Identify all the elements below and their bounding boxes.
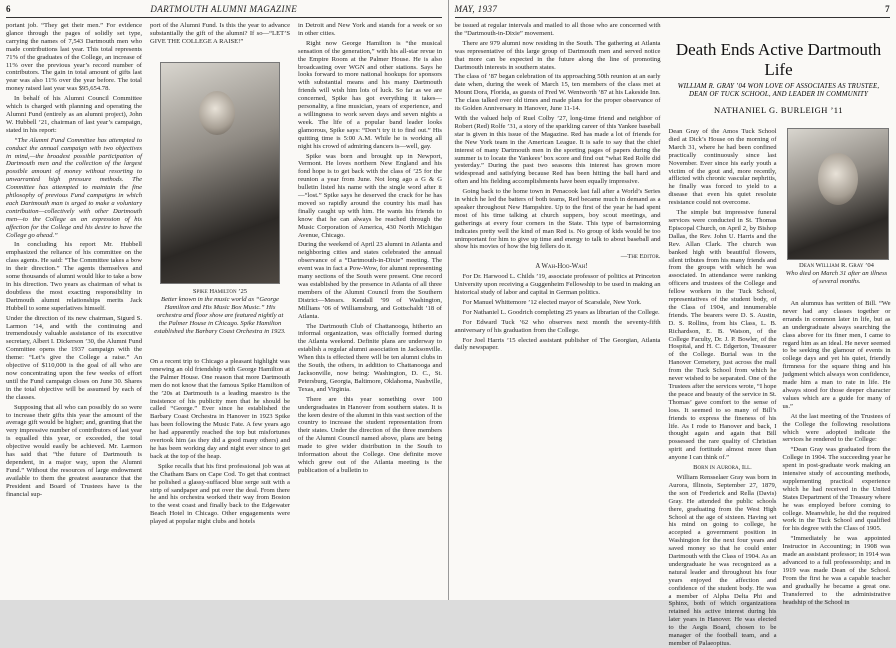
article-headline-block (669, 40, 889, 115)
article-byline: NATHANIEL G. BURLEIGH ’11 (669, 105, 889, 115)
paragraph: “Immediately he was appointed Instructor in Accounting; in 1908 was made an assistant professor; in 1914 was advanced to a full professorship; and in 1919 was made Dean of the School. From the first he was a capable teacher and gradually he became a great one. Transferred to the administrative headship of the School in (783, 535, 891, 606)
magazine-title: DARTMOUTH ALUMNI MAGAZINE (6, 4, 442, 14)
right-page (449, 0, 896, 600)
paragraph: The class of ’87 began celebration of its approaching 50th reunion at an early date when, during the week of March 15, ten members of the class met at Mount Dora, Florida, as guests of Fred W. Wentworth ’87 at his Lakeside Inn. The class talked over old times and made plans for the proper observance of its Golden Anniversary in Hanover, June 11-14. (455, 73, 661, 113)
photo-caption (152, 288, 288, 336)
paragraph: be issued at regular intervals and mailed to all those who are concerned with the “Dartmouth-in-Dixie” movement. (455, 22, 661, 38)
caption-name: Dean William R. Gray ’04 (783, 262, 891, 270)
right-running-head (455, 4, 891, 18)
right-column-2 (669, 128, 777, 596)
paragraph: Spike was born and brought up in Newport, Vermont. He loves northern New England and his fond hope is to get back with the class of ’25 for the reunion a year from June. Not long ago a G & G bulletin listed his name with the single word after it—“lost.” Spike says he deserved the crack for he has moved so rapidly around the country his mail has finally caught up with him. He wants his friends to know that he can always be reached through the Music Corporation of America, 430 North Michigan Avenue, Chicago. (298, 153, 442, 240)
box-item: For Edward Tuck ’62 who observes next month the seventy-fifth anniversary of his graduation from the College. (455, 319, 661, 335)
paragraph: With the valued help of Ruel Colby ’27, long-time friend and neighbor of Robert (Red) Rolfe ’31, a story of the sparkling career of this Yankee baseball star is given in this issue of the Magazine. Red has made a lot of friends for the New York team in the American League. It is safe to say that the chief interest of many Dartmouth men in the sporting pages of papers during the summer is to locate the Yankees’ box score and find out “what Red Rolfe did yesterday.” During the past two seasons this interest has grown more widespread and satisfying because Red has been hitting the ball hard and often and his fielding accomplishments have been equally impressive. (455, 115, 661, 186)
left-page-number: 6 (6, 4, 11, 14)
paragraph: portant job. “They get their men.” For evidence glance through the pages of solidly set type, carrying the names of 7,543 Dartmouth men who made contributions last year. This total represents 71% of the graduates of the College, an increase of 11% over the previous year’s record number of contributors. The gain in total amount of gifts last year was also 11% over the year before. The total money raised last year was $95,654.78. (6, 22, 142, 93)
section-subhead: Born in Aurora, Ill. (669, 464, 777, 472)
header-rule (6, 17, 442, 18)
caption-name: Spike Hamilton ’25 (152, 288, 288, 296)
box-item: For Dr. Harwood L. Childs ’19, associate professor of politics at Princeton University upon receiving a Guggenheim Fellowship to be used in making an historical study of labor and capital in German politics. (455, 273, 661, 297)
spike-hamilton-photo (160, 62, 280, 284)
caption-text: Who died on March 31 after an illness of several months. (786, 270, 887, 285)
paragraph: Dean Gray of the Amos Tuck School died at Dick’s House on the morning of March 31, where he had been confined practically continuously since last November. Ever since his early youth a victim of the gout and, more recently, afflicted with chronic vascular nephritis, he finally was forced to yield to a disease that even his quiet resolute resistance could not overcome. (669, 128, 777, 207)
box-item: For Joel Harris ’15 elected assistant publisher of The Georgian, Atlanta daily newspaper. (455, 337, 661, 353)
paragraph: During the weekend of April 23 alumni in Atlanta and neighboring cities and states celebrated the annual observance of a “Dartmouth-in-Dixie” meeting. The event was in fact a Pow-Wow, for alumni representing many sections of the South were present. One record was established by the presence in Atlanta of all three members of the Alumni Council from the Southern District—Messrs. Kendall ’99 of Washington, Millians ’06 of Williamsburg, and Gottschaldt ’18 of Atlanta. (298, 241, 442, 320)
paragraph: Going back to the home town in Penacook last fall after a World’s Series in which he led the batters of both teams, Red became much in demand as a speaker throughout New Hampshire. Up to the first of the year he had spent most of his time talking at church suppers, boy scout meetings, and gatherings at every four corners in the State. This type of barnstorming indicates pretty well the kind of man Red is. No group of kids would be too unimportant for him to give up time and energy to talk to about baseball and show his movies of how the big fellers do it. (455, 188, 661, 251)
paragraph: The simple but impressive funeral services were conducted in St. Thomas Episcopal Church, on April 2, by Bishop Dallas, the Rev. John U. Harris and the Rev. Allan Clark. The church was banked high with beautiful flowers, silent tributes from his many friends and from the groups with which he was associated. In attendance were ranking officers and trustees of the College and fellow workers in the Tuck School, representatives of the student body, of the Class of 1904, and innumerable friends. The bearers were D. S. Austin, D. S. Rollins, from his Class, L. B. Richardson, E. B. Watson, of the College Faculty, Dr. J. P. Bowler, of the Hospital, and H. C. Edgerton, Treasurer of the College. Burial was in the Hanover Cemetery, just across the mall from the Tuck School from which he never wished to be separated. One of the Trustees after the services wrote, “I hope the peace and beauty of the service in St. Thomas’ gave comfort to the sense of loss. It seemed to so many of Bill’s friends to express the fineness of his life. As I rode to Hanover and back, I thought again and again that Bill possessed the rare quality of Christian spirit and fortitude almost more than anyone I can think of.” (669, 209, 777, 462)
paragraph: in Detroit and New York and stands for a week or so in other cities. (298, 22, 442, 38)
editor-signature: —The Editor. (455, 253, 661, 261)
paragraph: William Rensselaer Gray was born in Aurora, Illinois, September 27, 1879, the son of Frederick and Rella (Davis) Gray. He attended the public schools there, graduating from the West High School at the age of sixteen. Having set his mind on going to college, he accepted a government position in Washington for the next four years and saved money so that he could enter Dartmouth with the Class of 1904. As an undergraduate he was recognized as a natural leader and throughout his four years enjoyed the affection and confidence of the student body. He was a member of Alpha Delta Phi and Sphinx, both of which organizations retained his active interest during his later years in Hanover. He was elected to the Aegis Board, chosen to be manager of the football team, and a member of Palaeopitus. (669, 474, 777, 648)
photo-caption (783, 262, 891, 286)
box-item: For Nathaniel L. Goodrich completing 25 years as librarian of the College. (455, 309, 661, 317)
left-column-1 (6, 22, 142, 596)
caption-text: Better known in the music world as “George Hamilton and His Music Box Music.” His orchestra and floor show are featured nightly at the Palmer House in Chicago. Spike Hamilton established the Barbary Coast Orchestra in 1923. (154, 296, 285, 335)
paragraph: “Dean Gray was graduated from the College in 1904. The succeeding year he spent in post-graduate work making an intensive study of accounting methods, supplementing practical experience which he had received in the United States Department of the Treasury where he was employed before coming to college. Meanwhile, he did the required work in the Tuck School and qualified for his degree with the Class of 1905. (783, 446, 891, 533)
wah-hoo-wah-heading: A Wah-Hoo-Wah! (455, 263, 661, 271)
paragraph: There are 979 alumni now residing in the South. The gathering at Atlanta was representative of this large group of Dartmouth men and served notice that more can be expected in the future along the line of promoting Dartmouth interests in southern states. (455, 40, 661, 72)
left-column-3 (298, 22, 442, 596)
paragraph: Spike recalls that his first professional job was at the Chatham Bars on Cape Cod. To get that contract he polished a glassy-suffaced blue serge suit with a strip of sandpaper and put over the deal. From there he and his orchestra worked their way from Boston to the west coast and finally back to the Edgewater Beach Hotel in Chicago. Other engagements were played at popular night clubs and hotels (150, 463, 290, 526)
article-headline: Death Ends Active Dartmouth Life (669, 40, 889, 80)
portrait-face (818, 153, 858, 205)
right-page-number: 7 (885, 4, 890, 14)
left-column-2-bottom (150, 358, 290, 596)
issue-date: MAY, 1937 (455, 4, 498, 14)
header-rule (455, 17, 891, 18)
right-column-3 (783, 300, 891, 596)
quoted-report: “The Alumni Fund Committee has attempted to conduct the annual campaign with two objectives in mind,—the broadest possible participation of Dartmouth men and the collection of the largest possible amount of money without resorting to unwarranted high pressure methods. The Committee has attempted to maintain the fine philosophy of previous Fund campaigns in which each Dartmouth man is urged to make a voluntary contribution—collectively with other Dartmouth men—to the College as an expression of his affection for the College and his desire to have the College go ahead.” (6, 137, 142, 240)
portrait-face (199, 91, 235, 135)
box-item: For Manuel Whittemore ’12 elected mayor of Scarsdale, New York. (455, 299, 661, 307)
right-column-1 (455, 22, 661, 596)
paragraph: In behalf of his Alumni Council Committee which is charged with planning and operating the Alumni Fund (entirely as an alumni project), John W. Hubbell ’21, chairman of last year’s campaign, stated in his report: (6, 95, 142, 135)
paragraph: The Dartmouth Club of Chattanooga, hitherto an informal organization, was officially formed during the Atlanta weekend. Definite plans are underway to establish a regular alumni association in Jacksonville. When this is effected there will be ten alumni clubs in the South, the others, in addition to Chattanooga and Jacksonville, now being: Washington, D. C., St. Petersburg, Georgia, Baltimore, Oklahoma, Nashville, Texas, and Virginia. (298, 323, 442, 394)
paragraph: Right now George Hamilton is “the musical sensation of the generation,” with his all-star revue in the Empire Room at the Palmer House. He is also broadcasting over WGN and other stations. Says he looks forward to more national hookups for sponsors with substantial means and his many Dartmouth friends will wish him lots of luck. So far as we are concerned, Spike has got everything it takes—personality, a fine musician, years of experience, and a willingness to work seven days and seven nights a week. The life of a popular band leader looks glamorous, Spike says: “Don’t try it to find out.” His quitting time is 5:00 A.M. While he is working all night his crowd of admiring dancers is—well, gay. (298, 40, 442, 151)
paragraph: Supposing that all who can possibly do so were to increase their gifts this year the amount of the average gift would be higher; and, granting that the very impressive number of contributors of last year is equalled this year, or exceeded, the total objective would easily be achieved. Mr. Larmon has said that “the future of Dartmouth is dependent, in a major way, upon the Alumni Fund.” Without the resources of large endowment available to them the greatest assurance that the President and Board of Trustees have is the financial sup- (6, 404, 142, 499)
left-column-2-top (150, 22, 290, 54)
paragraph: In concluding his report Mr. Hubbell emphasized the reliance of his committee on the class agents. He said: “The Committee takes a bow in their direction.” The agents themselves and some thousands of alumni would like to take a bow in his direction. Two years as chairman of what is doubtless the most exacting responsibility in Dartmouth alumni relationships merits Jack Hubbell to some superlatives himself. (6, 241, 142, 312)
article-subheadline: WILLIAM R. GRAY ’04 WON LOVE OF ASSOCIATES AS TRUSTEE, DEAN OF TUCK SCHOOL, AND LEADER IN COMMUNITY (669, 83, 889, 100)
paragraph: There are this year something over 100 undergraduates in Hanover from southern states. It is the keen desire of the alumni in this vast section of the country to increase the student representation from their states. Under the direction of the three members of the Alumni Council named above, plans are being made to give wider distribution in the South to information about the College. One definite move which grew out of the Atlanta meeting is the publication of a bulletin to (298, 396, 442, 475)
left-running-head (6, 4, 442, 18)
paragraph: An alumnus has written of Bill. “We never had any classes together or errands in common later in life, but as an undergraduate always searching the class above for its finer men, I came to regard him as an ideal. He never seemed to be seeking the glamour of events in college days and yet his quiet, friendly firmness for the square thing and his judgment which always won confidence, made him a man to rate in life. He always stood for those deeper character values which are a guide for many of us.” (783, 300, 891, 411)
paragraph: On a recent trip to Chicago a pleasant highlight was renewing an old friendship with George Hamilton at the Palmer House. One reason that more Dartmouth men do not know that the famous Spike Hamilton of the ’20s at Dartmouth is a leading maestro is the insistence of his publicity men that he should be called “George.” Ever since he established the Barbary Coast Orchestra in Hanover in 1923 Spike has been following the Music Fate. A few years ago he had apparently reached the top but misfortunes overtook him (as they did a good many others) and he has been working day and night ever since to get back at the top of the heap. (150, 358, 290, 461)
paragraph: At the last meeting of the Trustees of the College the following resolutions which were adopted indicate the services he rendered to the College: (783, 413, 891, 445)
dean-gray-photo (787, 128, 889, 260)
left-page (0, 0, 449, 600)
paragraph: port of the Alumni Fund. Is this the year to advance substantially the gift of the alumni? If so—“LET’S GIVE THE COLLEGE A RAISE!” (150, 22, 290, 46)
paragraph: Under the direction of its new chairman, Sigurd S. Larmon ’14, and with the continuing and tremendously valuable assistance of its executive secretary, Albert I. Dickerson ’30, the Alumni Fund Committee opens the 1937 campaign with the theme: “Let’s give the College a raise.” An objective of $110,000 is the goal of all who are now concentrating upon the few weeks of effort until the Fund campaign closes on June 30. Shares in the total objective will be assumed by each of the classes. (6, 315, 142, 402)
